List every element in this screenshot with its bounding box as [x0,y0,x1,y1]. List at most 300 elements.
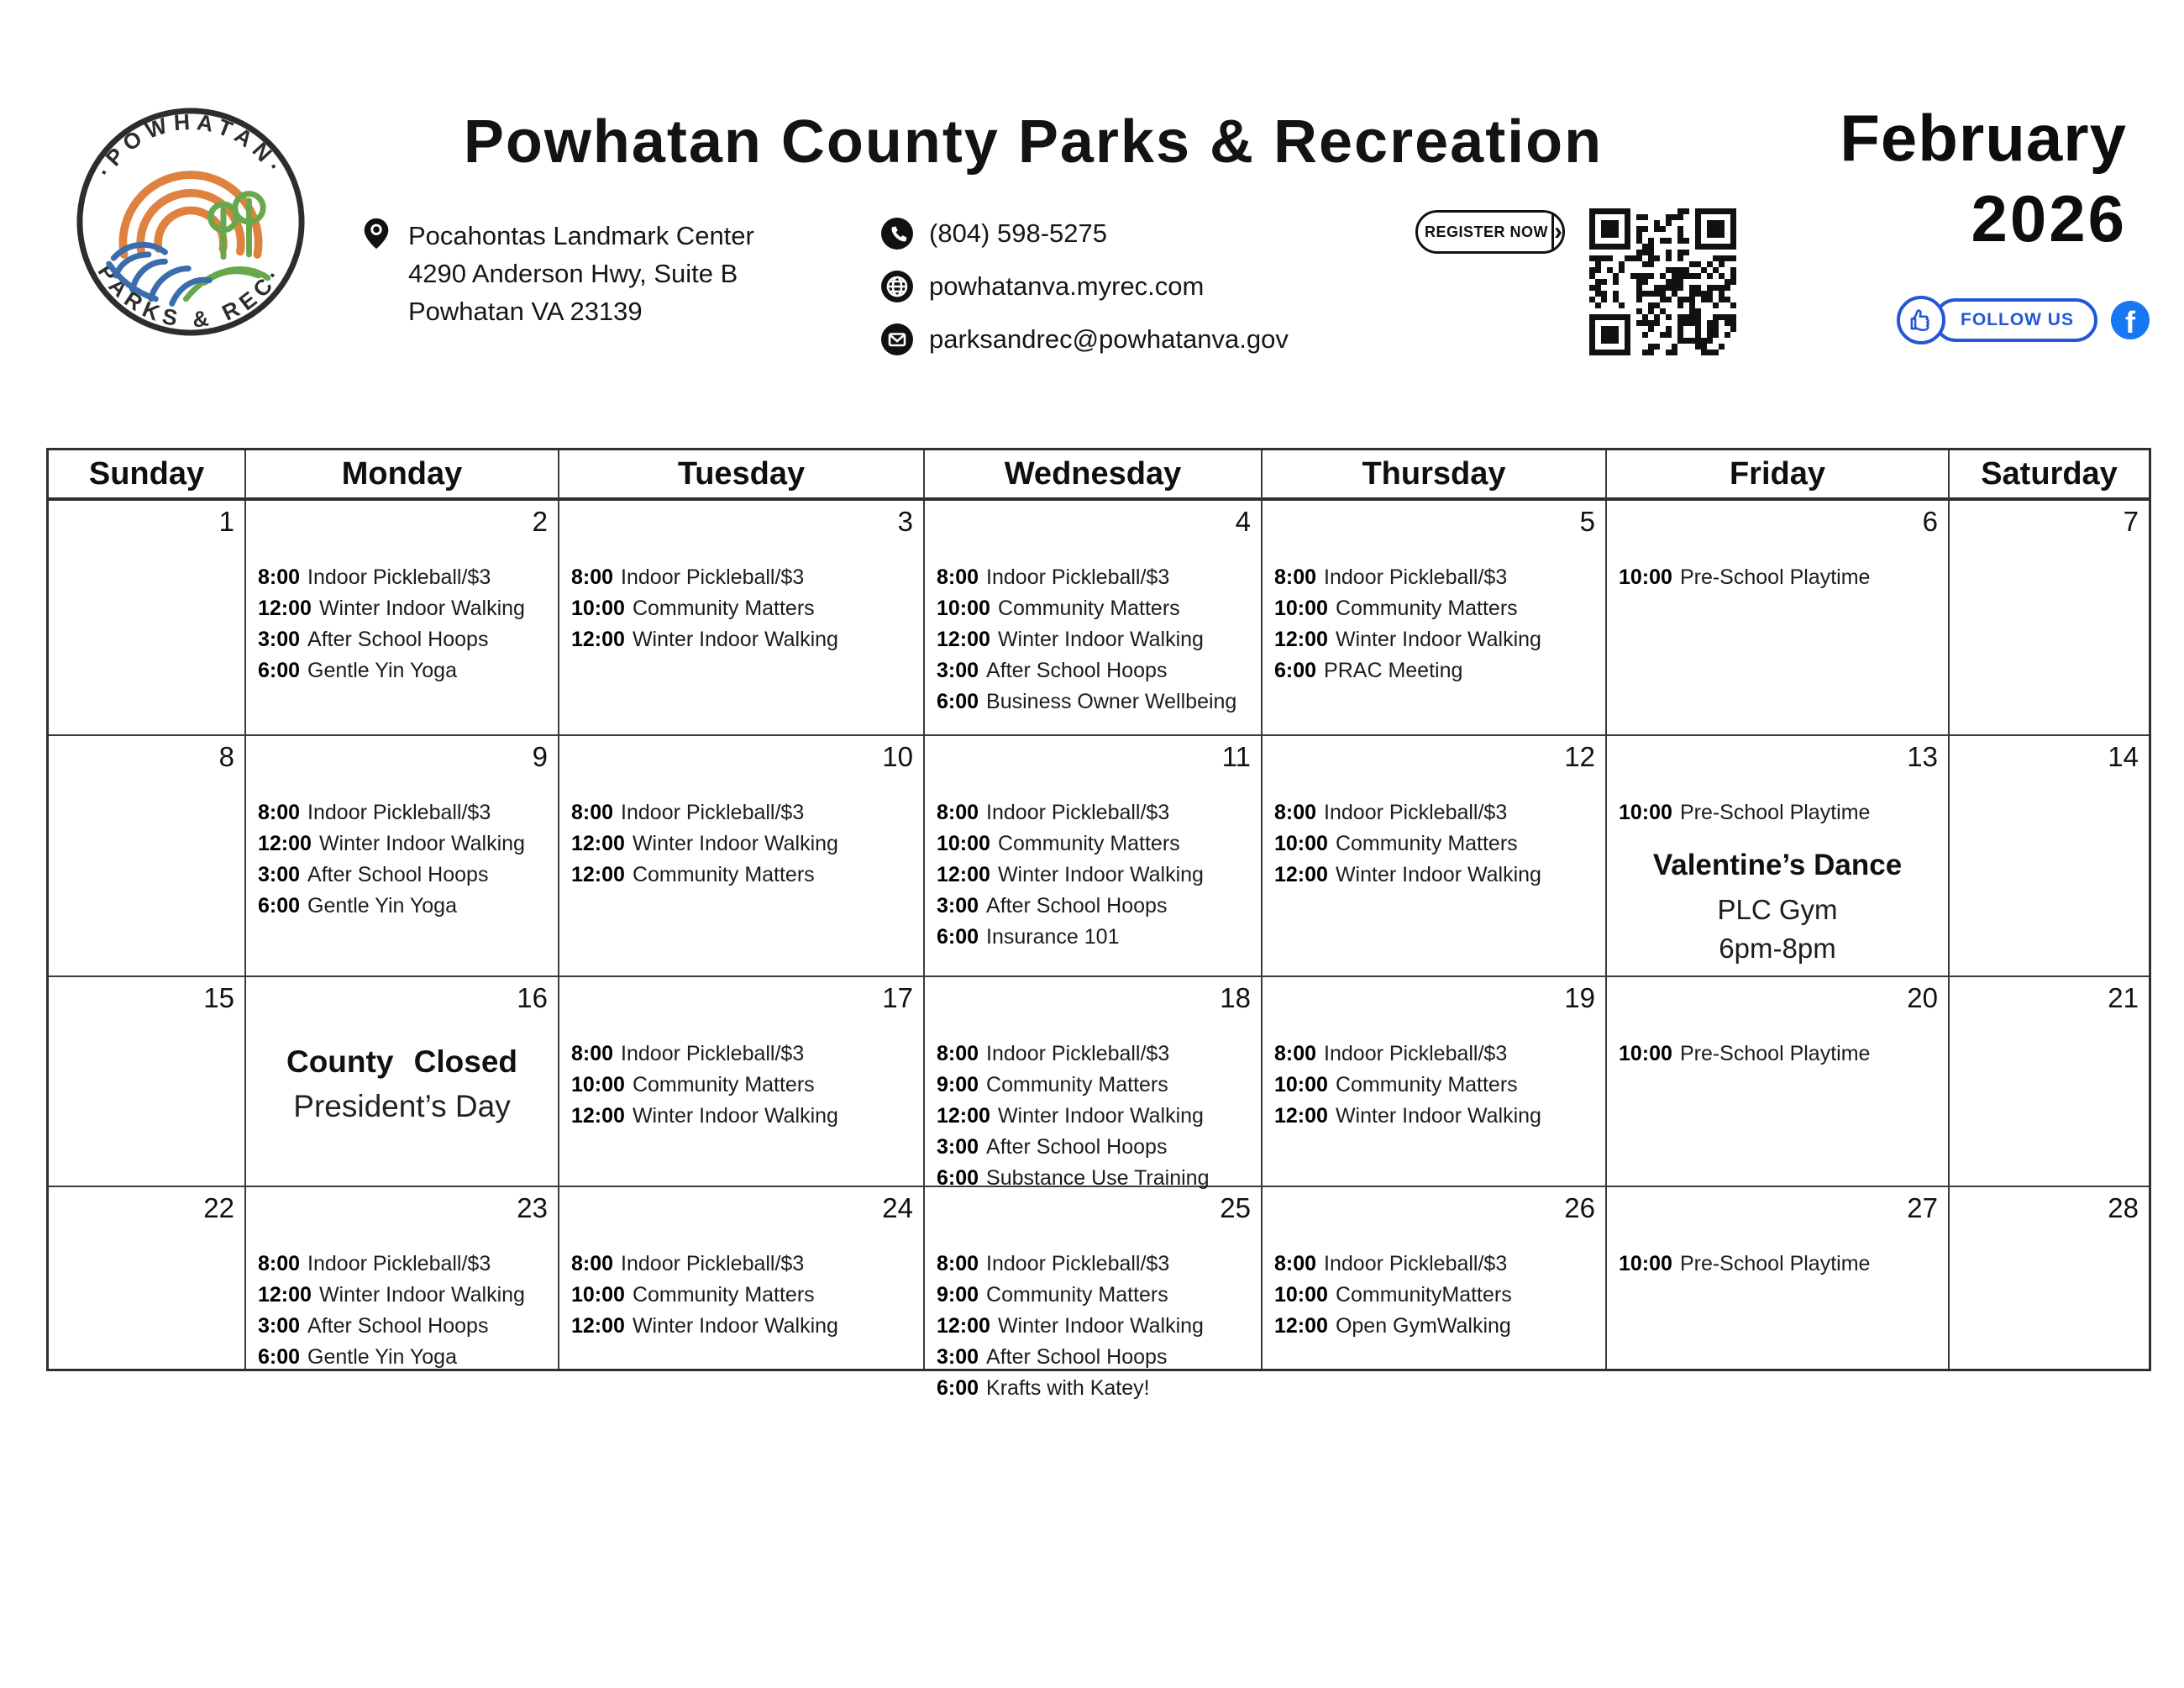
event-line [1274,658,1600,683]
event-time: 10:00 [1619,801,1672,824]
event-line [1274,831,1600,856]
event-name: Indoor Pickleball/$3 [986,1252,1170,1275]
event-line [258,1251,553,1276]
day-number: 10 [882,741,913,772]
special-line: PLC Gym [1717,894,1838,925]
event-name: Indoor Pickleball/$3 [1324,565,1508,589]
event-line [1619,1041,1943,1066]
day-cell-12 [1263,736,1607,977]
event-name: Winter Indoor Walking [318,832,525,855]
event-time: 12:00 [258,597,312,620]
event-line [1274,1103,1600,1128]
year-label: 2026 [1971,181,2127,255]
events-list [559,800,923,887]
thumbs-up-icon [1897,296,1945,344]
event-line [1274,627,1600,652]
event-line [258,800,553,825]
special-line: President’s Day [293,1089,511,1123]
weekday-header-friday: Friday [1607,450,1950,501]
event-time: 12:00 [937,1104,990,1128]
event-name: Winter Indoor Walking [632,1314,838,1338]
events-list [925,565,1261,714]
event-line [571,800,918,825]
weekday-header-saturday: Saturday [1950,450,2149,501]
event-time: 6:00 [937,1166,979,1190]
event-name: Indoor Pickleball/$3 [307,565,491,589]
event-time: 10:00 [571,1073,625,1096]
event-line [571,1282,918,1307]
parks-rec-logo [74,103,307,341]
day-cell-8 [49,736,246,977]
events-list [925,1041,1261,1191]
email-icon [880,323,914,356]
event-line [571,1072,918,1097]
event-name: Community Matters [986,1073,1168,1096]
event-name: Community Matters [1335,1073,1518,1096]
event-name: Insurance 101 [986,925,1120,949]
event-name: After School Hoops [986,659,1168,682]
event-name: Winter Indoor Walking [632,1104,838,1128]
event-name: Winter Indoor Walking [1335,863,1541,886]
event-line [258,627,553,652]
event-time: 8:00 [571,1042,614,1065]
event-time: 6:00 [937,1376,979,1400]
event-time: 6:00 [937,690,979,713]
event-time: 10:00 [1274,1073,1328,1096]
event-name: Indoor Pickleball/$3 [307,801,491,824]
event-line [937,1103,1256,1128]
event-time: 3:00 [258,628,301,651]
event-name: Gentle Yin Yoga [307,894,457,918]
qr-code [1589,208,1736,355]
event-line [937,1282,1256,1307]
event-time: 3:00 [258,863,301,886]
day-number: 13 [1907,741,1938,772]
event-name: Winter Indoor Walking [1335,628,1541,651]
event-time: 12:00 [571,1104,625,1128]
event-line [571,1313,918,1338]
event-time: 12:00 [258,832,312,855]
event-line [937,1375,1256,1401]
event-line [1274,1041,1600,1066]
event-time: 3:00 [937,894,979,918]
day-number: 23 [517,1192,548,1223]
day-cell-9 [246,736,559,977]
event-name: Pre-School Playtime [1679,1252,1871,1275]
event-line [937,800,1256,825]
event-name: Indoor Pickleball/$3 [986,1042,1170,1065]
special-title: County Closed [286,1044,518,1079]
event-line [258,658,553,683]
event-name: Community Matters [632,1283,815,1307]
events-list [1607,565,1948,590]
day-number: 2 [532,506,548,537]
events-list [559,1251,923,1338]
day-number: 7 [2123,506,2139,537]
day-cell-7 [1950,501,2149,736]
event-name: Indoor Pickleball/$3 [986,565,1170,589]
day-number: 5 [1579,506,1595,537]
day-cell-20 [1607,977,1950,1187]
event-name: Community Matters [997,832,1180,855]
globe-icon [880,270,914,303]
events-list [1263,1251,1605,1338]
logo-arc-top-text: ·POWHATAN· [92,108,290,182]
events-list [559,565,923,652]
event-line [937,1134,1256,1160]
special-note-dance [1607,849,1948,968]
event-name: Winter Indoor Walking [1335,1104,1541,1128]
event-name: Indoor Pickleball/$3 [621,1042,805,1065]
event-name: Winter Indoor Walking [318,597,525,620]
event-line [571,1251,918,1276]
event-line [571,862,918,887]
events-list [246,1251,558,1370]
event-name: Community Matters [1335,597,1518,620]
event-time: 10:00 [937,597,990,620]
logo-arc-bottom-text: PARKS & REC· [92,260,289,333]
register-now-button[interactable] [1415,210,1565,254]
day-number: 11 [1221,741,1251,772]
event-name: Indoor Pickleball/$3 [1324,1252,1508,1275]
day-cell-18 [925,977,1263,1190]
event-time: 10:00 [937,832,990,855]
day-number: 9 [532,741,548,772]
event-time: 12:00 [571,863,625,886]
event-line [1274,596,1600,621]
event-line [937,893,1256,918]
event-time: 8:00 [937,1252,979,1275]
calendar-grid [46,448,2151,1400]
day-number: 16 [517,982,548,1013]
event-name: After School Hoops [307,628,489,651]
event-time: 12:00 [1274,628,1328,651]
event-time: 8:00 [937,565,979,589]
event-line [258,862,553,887]
weekday-header-sunday: Sunday [49,450,246,501]
events-list [925,1251,1261,1401]
event-line [258,831,553,856]
weekday-header-thursday: Thursday [1263,450,1607,501]
event-time: 12:00 [571,832,625,855]
event-line [937,831,1256,856]
special-note-closed [246,1044,558,1128]
event-line [571,596,918,621]
email-address[interactable]: parksandrec@powhatanva.gov [929,324,1289,354]
event-line [937,1072,1256,1097]
event-time: 3:00 [937,1135,979,1159]
event-line [571,627,918,652]
event-name: After School Hoops [307,863,489,886]
events-list [925,800,1261,949]
event-name: Winter Indoor Walking [997,1314,1204,1338]
contact-block [880,214,1289,373]
phone-number[interactable]: (804) 598-5275 [929,218,1107,248]
event-name: Indoor Pickleball/$3 [621,565,805,589]
chevron-right-icon: › [1554,218,1563,245]
event-name: Community Matters [632,1073,815,1096]
day-number: 25 [1220,1192,1251,1223]
event-time: 12:00 [258,1283,312,1307]
events-list [246,565,558,683]
event-line [937,924,1256,949]
event-time: 8:00 [1274,1252,1317,1275]
event-line [937,1041,1256,1066]
event-time: 12:00 [937,628,990,651]
day-number: 17 [882,982,913,1013]
day-cell-10 [559,736,925,977]
event-line [1274,862,1600,887]
follow-us-block [1897,296,2150,344]
event-name: Pre-School Playtime [1679,1042,1871,1065]
event-name: Community Matters [632,863,815,886]
day-cell-16 [246,977,559,1187]
day-number: 24 [882,1192,913,1223]
event-line [937,565,1256,590]
day-number: 27 [1907,1192,1938,1223]
event-time: 8:00 [571,1252,614,1275]
event-line [937,862,1256,887]
event-line [1274,1072,1600,1097]
weekday-header-wednesday: Wednesday [925,450,1263,501]
event-name: Pre-School Playtime [1679,565,1871,589]
events-list [1263,800,1605,887]
location-pin-icon [360,217,393,250]
event-name: After School Hoops [986,1135,1168,1159]
event-time: 10:00 [1619,1042,1672,1065]
event-time: 10:00 [1274,1283,1328,1307]
events-list [559,1041,923,1128]
address-line-3: Powhatan VA 23139 [408,297,643,326]
day-number: 1 [218,506,234,537]
event-name: Community Matters [986,1283,1168,1307]
event-name: Winter Indoor Walking [318,1283,525,1307]
event-name: Gentle Yin Yoga [307,659,457,682]
event-name: Winter Indoor Walking [632,628,838,651]
day-number: 19 [1564,982,1595,1013]
event-time: 9:00 [937,1073,979,1096]
day-cell-27 [1607,1187,1950,1369]
events-list [246,800,558,918]
day-number: 22 [203,1192,234,1223]
follow-us-label: FOLLOW US [1961,310,2074,329]
day-number: 28 [2108,1192,2139,1223]
special-line: 6pm-8pm [1719,933,1836,964]
day-cell-14 [1950,736,2149,977]
facebook-icon[interactable] [2111,301,2150,339]
day-cell-28 [1950,1187,2149,1369]
event-time: 8:00 [937,801,979,824]
event-name: Winter Indoor Walking [997,628,1204,651]
event-name: Indoor Pickleball/$3 [621,1252,805,1275]
event-name: Indoor Pickleball/$3 [621,801,805,824]
event-time: 6:00 [258,659,301,682]
event-time: 9:00 [937,1283,979,1307]
event-time: 12:00 [571,1314,625,1338]
events-list [1263,1041,1605,1128]
event-name: Krafts with Katey! [986,1376,1150,1400]
event-name: Gentle Yin Yoga [307,1345,457,1369]
day-cell-23 [246,1187,559,1369]
day-number: 15 [203,982,234,1013]
day-cell-11 [925,736,1263,977]
event-time: 10:00 [571,1283,625,1307]
event-time: 8:00 [1274,565,1317,589]
event-name: Indoor Pickleball/$3 [307,1252,491,1275]
event-time: 10:00 [1619,1252,1672,1275]
event-time: 8:00 [937,1042,979,1065]
event-time: 6:00 [937,925,979,949]
weekday-header-monday: Monday [246,450,559,501]
day-cell-1 [49,501,246,736]
day-number: 26 [1564,1192,1595,1223]
events-list [1607,800,1948,825]
day-cell-15 [49,977,246,1187]
event-time: 10:00 [1274,597,1328,620]
day-cell-24 [559,1187,925,1369]
event-line [937,627,1256,652]
day-cell-19 [1263,977,1607,1187]
event-line [937,658,1256,683]
event-name: Indoor Pickleball/$3 [1324,801,1508,824]
event-line [258,1282,553,1307]
event-line [258,1313,553,1338]
event-time: 8:00 [258,1252,301,1275]
event-line [937,596,1256,621]
facebook-letter: f [2124,305,2135,339]
event-line [571,1103,918,1128]
event-time: 10:00 [571,597,625,620]
day-cell-13 [1607,736,1950,977]
day-number: 8 [218,741,234,772]
event-time: 12:00 [571,628,625,651]
event-name: After School Hoops [307,1314,489,1338]
event-name: Indoor Pickleball/$3 [1324,1042,1508,1065]
event-name: Winter Indoor Walking [997,863,1204,886]
day-number: 14 [2108,741,2139,772]
event-line [937,1313,1256,1338]
month-year-block [1722,103,2127,254]
event-time: 6:00 [258,1345,301,1369]
event-line [1619,800,1943,825]
event-line [258,893,553,918]
event-line [1274,1282,1600,1307]
event-line [258,565,553,590]
event-time: 8:00 [258,565,301,589]
event-time: 3:00 [937,659,979,682]
event-time: 12:00 [937,863,990,886]
event-name: After School Hoops [986,894,1168,918]
event-line [571,1041,918,1066]
event-line [258,1344,553,1370]
address-line-1: Pocahontas Landmark Center [408,221,754,250]
event-time: 8:00 [258,801,301,824]
event-time: 10:00 [1274,832,1328,855]
event-line [937,689,1256,714]
day-cell-17 [559,977,925,1187]
day-number: 20 [1907,982,1938,1013]
day-cell-25 [925,1187,1263,1400]
day-cell-6 [1607,501,1950,736]
register-now-label: REGISTER NOW [1418,213,1554,251]
event-name: Open GymWalking [1335,1314,1511,1338]
event-time: 12:00 [1274,863,1328,886]
page-title: Powhatan County Parks & Recreation [463,108,1604,176]
event-name: Pre-School Playtime [1679,801,1871,824]
event-time: 12:00 [1274,1314,1328,1338]
weekday-header-tuesday: Tuesday [559,450,925,501]
day-cell-4 [925,501,1263,736]
day-cell-3 [559,501,925,736]
event-time: 8:00 [571,565,614,589]
events-list [1607,1041,1948,1066]
follow-us-button[interactable] [1934,298,2097,342]
event-line [1274,1251,1600,1276]
event-name: CommunityMatters [1335,1283,1512,1307]
day-cell-26 [1263,1187,1607,1369]
event-line [1274,565,1600,590]
address-line-2: 4290 Anderson Hwy, Suite B [408,259,738,288]
day-number: 6 [1922,506,1938,537]
event-time: 10:00 [1619,565,1672,589]
phone-icon [880,217,914,250]
events-list [1607,1251,1948,1276]
event-name: Indoor Pickleball/$3 [986,801,1170,824]
day-number: 21 [2108,982,2139,1013]
event-name: Community Matters [632,597,815,620]
special-title: Valentine’s Dance [1652,849,1903,881]
event-time: 6:00 [258,894,301,918]
event-time: 12:00 [937,1314,990,1338]
event-name: Community Matters [997,597,1180,620]
day-cell-2 [246,501,559,736]
day-number: 18 [1220,982,1251,1013]
address-block [360,217,754,330]
event-time: 12:00 [1274,1104,1328,1128]
month-label: February [1840,101,2127,175]
event-line [1619,565,1943,590]
website-url[interactable]: powhatanva.myrec.com [929,271,1205,301]
event-line [258,596,553,621]
events-list [1263,565,1605,683]
logo-badge-graphic [74,103,307,341]
event-name: PRAC Meeting [1324,659,1463,682]
event-line [571,831,918,856]
event-line [571,565,918,590]
event-time: 6:00 [1274,659,1317,682]
event-line [1274,1313,1600,1338]
event-name: Business Owner Wellbeing [986,690,1237,713]
day-number: 3 [897,506,913,537]
event-name: After School Hoops [986,1345,1168,1369]
event-time: 8:00 [1274,801,1317,824]
day-cell-5 [1263,501,1607,736]
day-number: 12 [1564,741,1595,772]
event-time: 3:00 [258,1314,301,1338]
event-name: Community Matters [1335,832,1518,855]
event-name: Substance Use Training [986,1166,1210,1190]
event-line [937,1344,1256,1370]
event-time: 8:00 [571,801,614,824]
event-name: Winter Indoor Walking [997,1104,1204,1128]
event-line [1619,1251,1943,1276]
day-cell-22 [49,1187,246,1369]
event-name: Winter Indoor Walking [632,832,838,855]
day-cell-21 [1950,977,2149,1187]
event-line [937,1251,1256,1276]
day-number: 4 [1235,506,1251,537]
event-time: 3:00 [937,1345,979,1369]
